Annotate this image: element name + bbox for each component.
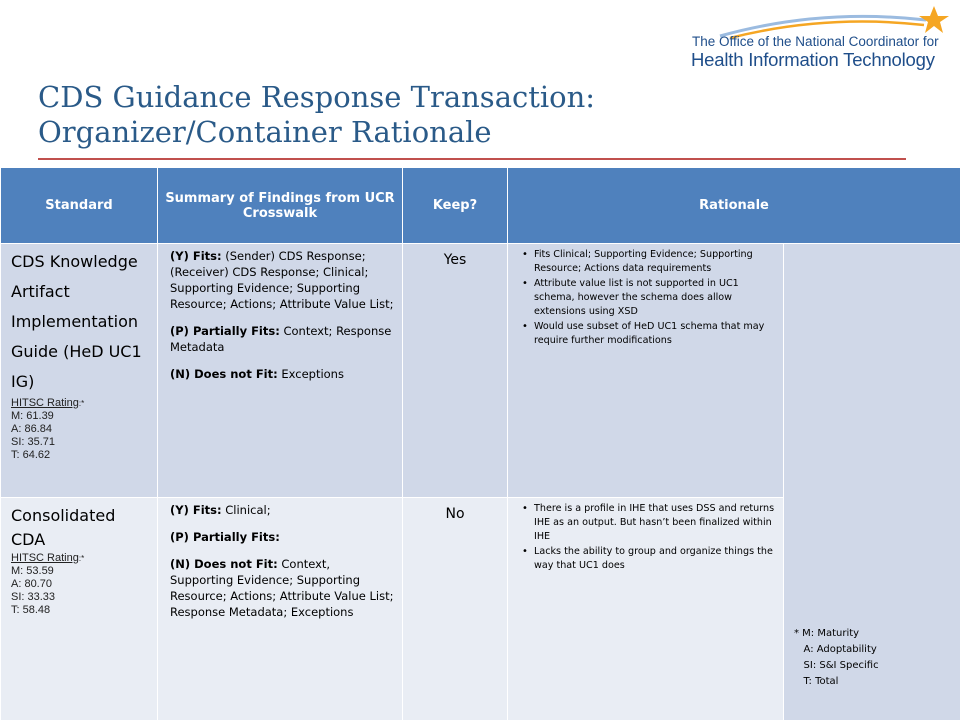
rating-label: HITSC Rating: [11, 397, 79, 409]
rating-star: :*: [78, 399, 85, 408]
hitsc-rating: [1, 397, 157, 462]
header-keep: Keep?: [403, 168, 508, 244]
onc-logo: [690, 6, 952, 68]
table-header-row: [1, 168, 960, 244]
rating-t: T: 64.62: [11, 449, 51, 461]
rating-si: SI: 35.71: [11, 436, 56, 448]
title-line2: Organizer/Container Rationale: [38, 115, 492, 149]
findings-cell: [158, 498, 403, 720]
rating-m: M: 61.39: [11, 410, 54, 422]
logo-line2: Health Information Technology: [691, 49, 935, 70]
page-title: [38, 80, 838, 150]
findings-cell: [158, 244, 403, 498]
legend-maturity: * M: Maturity: [794, 628, 860, 639]
rating-a: A: 86.84: [11, 423, 52, 435]
rating-label: HITSC Rating: [11, 552, 79, 564]
standard-name: Consolidated CDA: [11, 506, 116, 549]
rating-star: :*: [78, 554, 85, 563]
finding-fits: (Y) Fits: Clinical;: [170, 503, 271, 517]
finding-not-fit: (N) Does not Fit: Exceptions: [170, 367, 344, 381]
rationale-item: • Fits Clinical; Supporting Evidence; Supporting Resource; Actions data requirements: [522, 248, 779, 276]
rationale-item: • Attribute value list is not supported in UC1 schema, however the schema does allow extensions using XSD: [522, 277, 779, 319]
table-row: [1, 244, 960, 498]
legend-total: T: Total: [794, 676, 839, 687]
logo-line1: The Office of the National Coordinator for: [692, 34, 939, 49]
keep-cell: No: [403, 498, 508, 720]
finding-partial: (P) Partially Fits: Context; Response Metadata: [170, 324, 392, 354]
rating-si: SI: 33.33: [11, 591, 56, 603]
rating-t: T: 58.48: [11, 604, 51, 616]
standard-name: CDS Knowledge Artifact Implementation Guide (HeD UC1 IG): [11, 252, 142, 391]
rationale-item: • Lacks the ability to group and organize things the way that UC1 does: [522, 545, 779, 573]
rating-m: M: 53.59: [11, 565, 54, 577]
rationale-item: • There is a profile in IHE that uses DSS and returns IHE as an output. But hasn’t been finalized within IHE: [522, 502, 779, 544]
finding-not-fit: (N) Does not Fit: Context, Supporting Evidence; Supporting Resource; Actions; Attribute Value List; Response Metadata; Exceptions: [170, 557, 394, 619]
rationale-cell: [508, 498, 784, 720]
keep-cell: Yes: [403, 244, 508, 498]
finding-partial: (P) Partially Fits:: [170, 530, 280, 544]
rationale-cell: [508, 244, 784, 498]
title-line1: CDS Guidance Response Transaction:: [38, 80, 596, 114]
rating-legend: [784, 244, 960, 690]
header-summary: Summary of Findings from UCR Crosswalk: [158, 168, 403, 244]
finding-fits: (Y) Fits: (Sender) CDS Response; (Receiver) CDS Response; Clinical; Supporting Evidence; Supporting Resource; Actions; Attribute Value List;: [170, 249, 394, 311]
legend-adoptability: A: Adoptability: [794, 644, 877, 655]
standard-cell: [1, 498, 158, 720]
rationale-item: • Would use subset of HeD UC1 schema that may require further modifications: [522, 320, 779, 348]
standard-cell: [1, 244, 158, 498]
hitsc-rating: [1, 552, 157, 617]
header-standard: Standard: [1, 168, 158, 244]
legend-si-specific: SI: S&I Specific: [794, 660, 879, 671]
title-divider: [38, 158, 906, 160]
header-rationale: Rationale: [508, 168, 960, 244]
rationale-table: [0, 167, 960, 720]
rating-a: A: 80.70: [11, 578, 52, 590]
legend-cell: [784, 244, 960, 720]
